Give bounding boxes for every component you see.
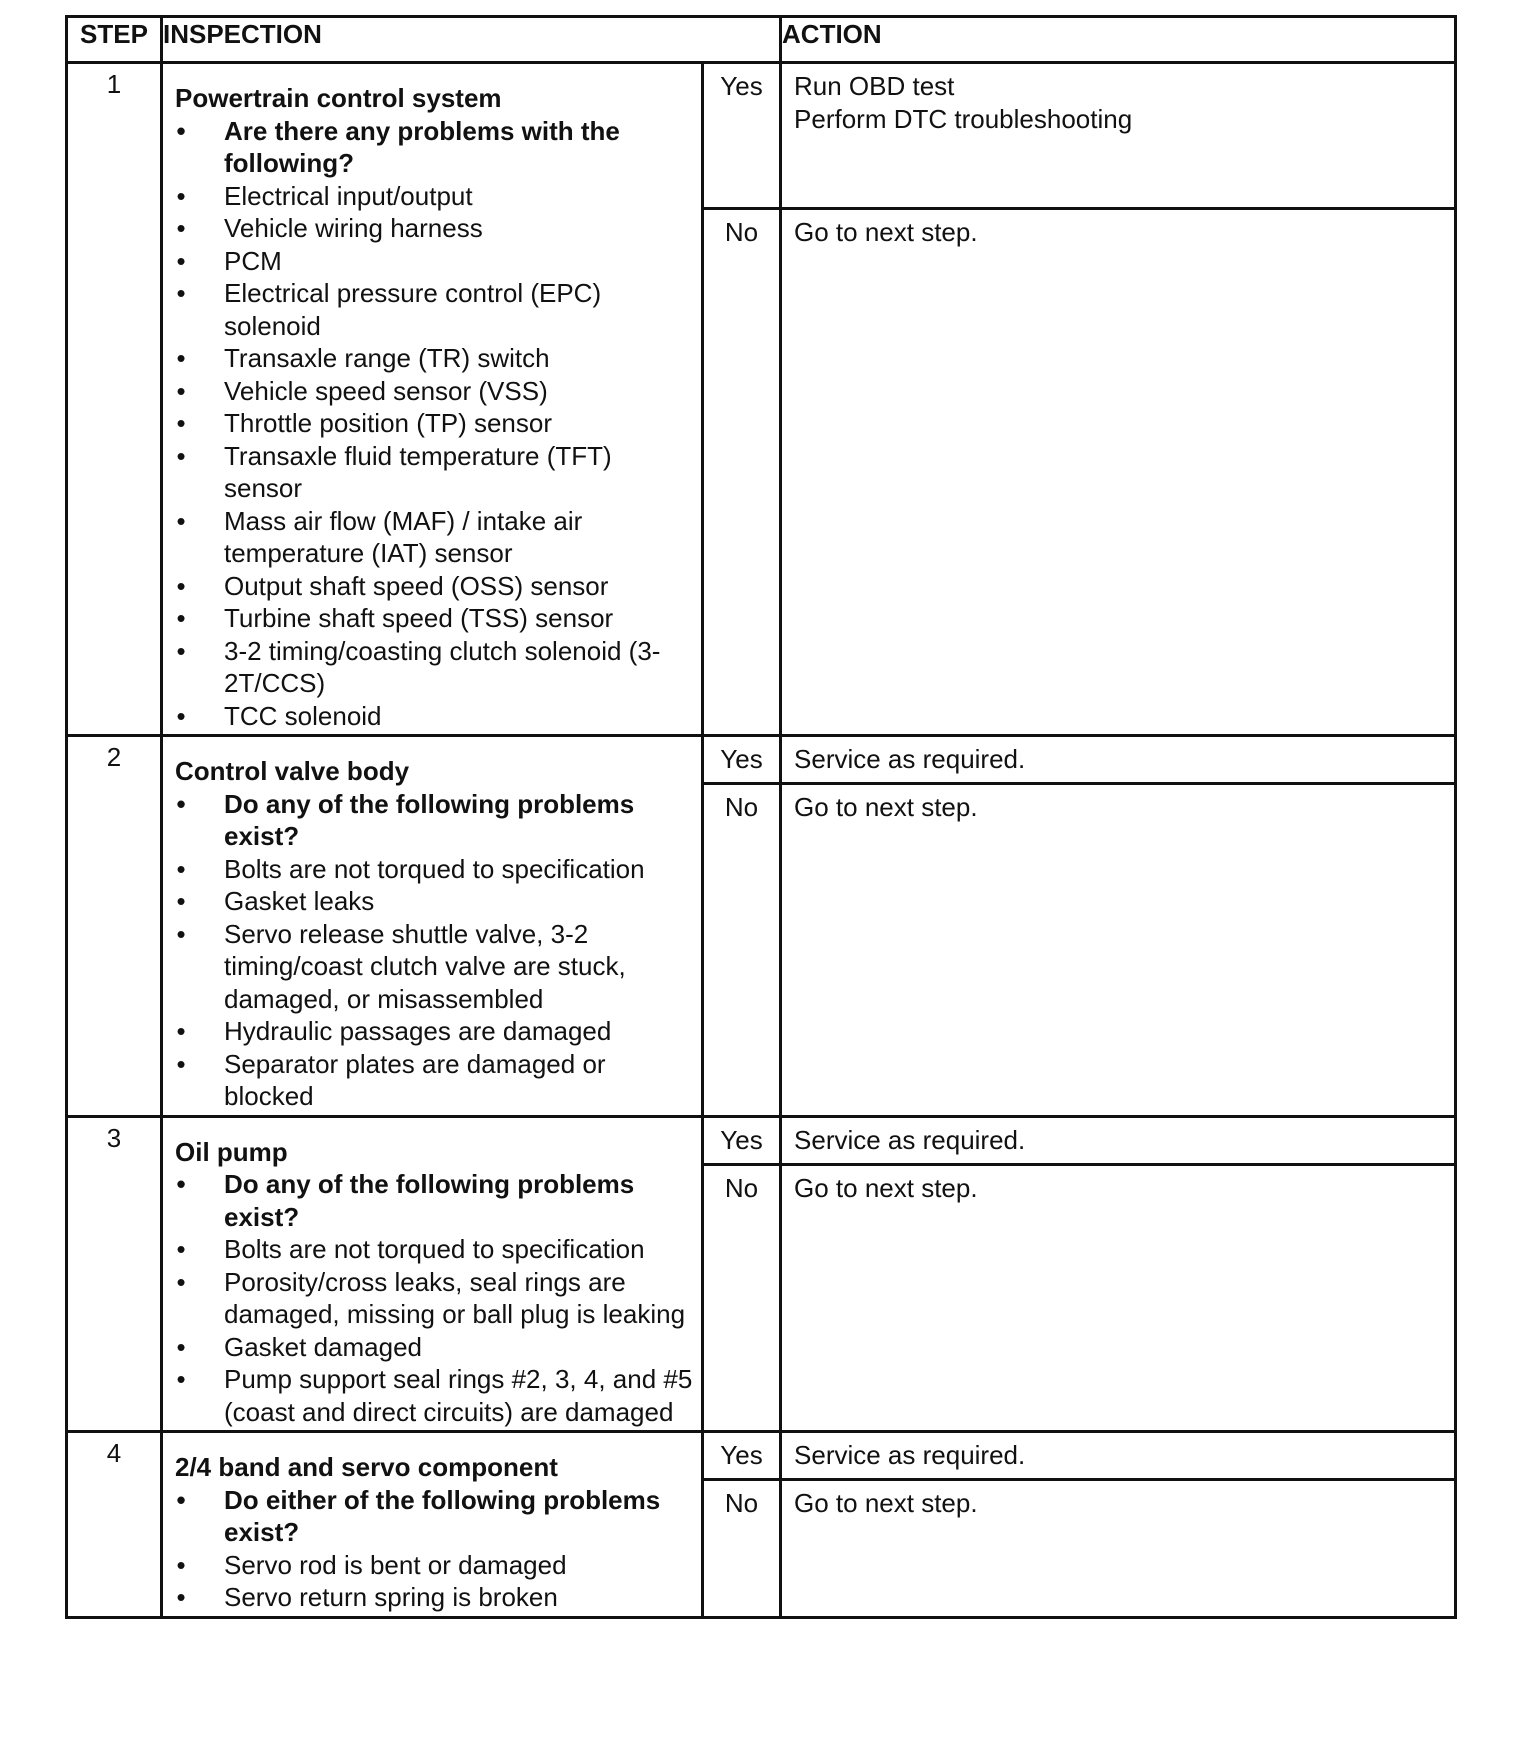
no-label: No [703,209,781,736]
header-action: ACTION [781,17,1456,63]
step-number: 4 [67,1432,162,1618]
inspection-item: • PCM [175,245,693,278]
inspection-item: • Mass air flow (MAF) / intake air temperature (IAT) sensor [175,505,693,570]
no-label: No [703,1164,781,1432]
inspection-question: • Do any of the following problems exist? [175,788,693,853]
no-label: No [703,1480,781,1618]
inspection-item: • Bolts are not torqued to specification [175,1233,693,1266]
inspection-item: • Gasket damaged [175,1331,693,1364]
inspection-item: • Transaxle fluid temperature (TFT) sensor [175,440,693,505]
inspection-item: • 3-2 timing/coasting clutch solenoid (3-2T/CCS) [175,635,693,700]
inspection-item: • Servo release shuttle valve, 3-2 timing/coast clutch valve are stuck, damaged, or misassembled [175,918,693,1016]
diagnostic-table [65,15,1457,1619]
step-4-yes-row [67,1432,1456,1480]
step-1-yes-row [67,63,1456,209]
inspection-item: • Servo return spring is broken [175,1581,693,1614]
yes-action [781,63,1456,209]
inspection-title: Oil pump [175,1136,288,1167]
header-inspection: INSPECTION [162,17,781,63]
inspection-question: • Do any of the following problems exist? [175,1168,693,1233]
inspection-cell [162,1432,703,1618]
header-step: STEP [67,17,162,63]
inspection-item: • Bolts are not torqued to specification [175,853,693,886]
step-3-yes-row [67,1116,1456,1164]
inspection-item: • Hydraulic passages are damaged [175,1015,693,1048]
inspection-item: • Pump support seal rings #2, 3, 4, and #5 (coast and direct circuits) are damaged [175,1363,693,1428]
inspection-item: • Turbine shaft speed (TSS) sensor [175,602,693,635]
step-number: 2 [67,736,162,1117]
inspection-list [175,1484,693,1614]
inspection-item: • Porosity/cross leaks, seal rings are damaged, missing or ball plug is leaking [175,1266,693,1331]
inspection-item: • Separator plates are damaged or blocked [175,1048,693,1113]
inspection-list [175,1168,693,1428]
yes-action: Service as required. [781,1432,1456,1480]
yes-label: Yes [703,1432,781,1480]
inspection-cell [162,1116,703,1432]
inspection-item: • Throttle position (TP) sensor [175,407,693,440]
inspection-cell [162,63,703,736]
inspection-title: Control valve body [175,756,410,786]
yes-action: Service as required. [781,1116,1456,1164]
inspection-item: • Electrical input/output [175,180,693,213]
inspection-item: • Electrical pressure control (EPC) solenoid [175,277,693,342]
inspection-question: • Are there any problems with the following? [175,115,693,180]
yes-action-line: Perform DTC troubleshooting [794,103,1133,134]
no-action: Go to next step. [781,1164,1456,1432]
yes-action-line: Run OBD test [794,71,955,101]
inspection-item: • Servo rod is bent or damaged [175,1549,693,1582]
inspection-question: • Do either of the following problems exist? [175,1484,693,1549]
yes-label: Yes [703,1116,781,1164]
no-label: No [703,784,781,1117]
inspection-list [175,788,693,1113]
yes-label: Yes [703,63,781,209]
no-action: Go to next step. [781,209,1456,736]
table-header-row [67,17,1456,63]
yes-label: Yes [703,736,781,784]
inspection-title: Powertrain control system [175,83,502,113]
step-number: 3 [67,1116,162,1432]
yes-action: Service as required. [781,736,1456,784]
step-number: 1 [67,63,162,736]
inspection-item: • Transaxle range (TR) switch [175,342,693,375]
no-action: Go to next step. [781,784,1456,1117]
inspection-item: • Vehicle speed sensor (VSS) [175,375,693,408]
step-2-yes-row [67,736,1456,784]
inspection-cell [162,736,703,1117]
no-action: Go to next step. [781,1480,1456,1618]
inspection-item: • TCC solenoid [175,700,693,733]
inspection-list [175,115,693,733]
inspection-item: • Gasket leaks [175,885,693,918]
inspection-item: • Vehicle wiring harness [175,212,693,245]
inspection-title: 2/4 band and servo component [175,1452,558,1482]
inspection-item: • Output shaft speed (OSS) sensor [175,570,693,603]
